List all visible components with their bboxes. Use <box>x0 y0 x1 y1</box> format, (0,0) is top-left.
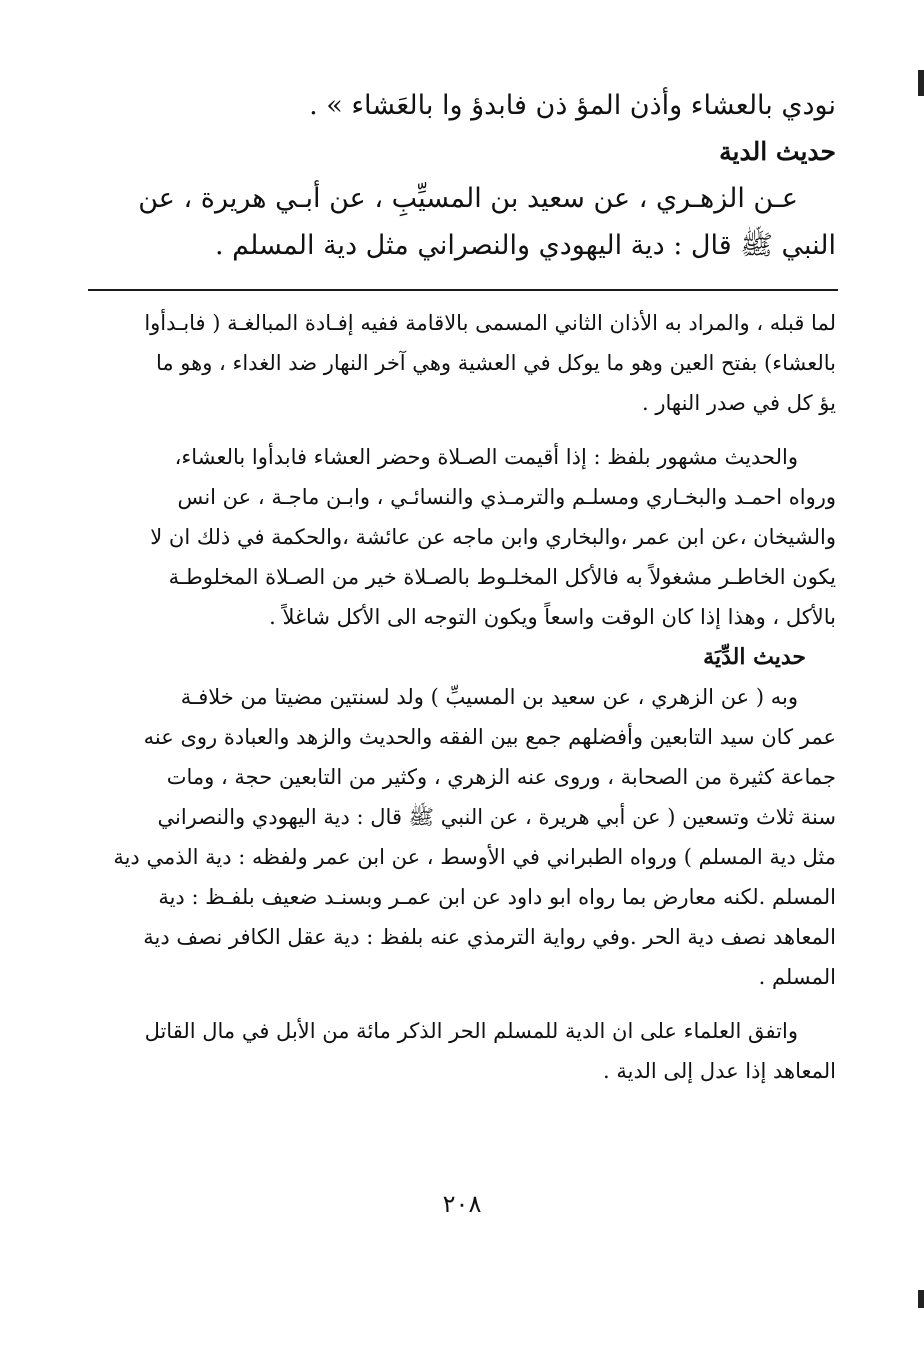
commentary-line: ورواه احمـد والبخـاري ومسلـم والترمـذي والنسائـي ، وابـن ماجـة ، عن انس <box>177 485 836 509</box>
commentary-line: المعاهد إذا عدل إلى الدية . <box>603 1059 836 1083</box>
main-text <box>90 82 836 269</box>
commentary-line: وبه ( عن الزهري ، عن سعيد بن المسيبِّ ) ولد لسنتين مضيتا من خلافـة <box>180 685 798 709</box>
main-line: نودي بالعشاء وأذن المؤ ذن فابدؤ وا بالعَشاء » . <box>309 90 836 121</box>
commentary-line: يكون الخاطـر مشغولاً به فالأكل المخلـوط بالصـلاة خير من الصـلاة المخلوطـة <box>168 565 836 589</box>
commentary-line: يؤ كل في صدر النهار . <box>642 391 836 415</box>
commentary-line: بالأكل ، وهذا إذا كان الوقت واسعاً ويكون التوجه الى الأكل شاغلاً . <box>269 605 836 629</box>
scan-edge-mark <box>918 1290 924 1308</box>
commentary-line: المعاهد نصف دية الحر .وفي رواية الترمذي عنه بلفظ : دية عقل الكافر نصف دية <box>143 925 836 949</box>
commentary <box>90 303 836 1091</box>
commentary-line: لما قبله ، والمراد به الأذان الثاني المسمى بالاقامة ففيه إفـادة المبالغـة ( فابـدأوا <box>144 311 836 335</box>
section-heading: حديث الدية <box>719 137 836 166</box>
main-line: النبي ﷺ قال : دية اليهودي والنصراني مثل دية المسلم . <box>215 230 836 261</box>
commentary-line: بالعشاء) بفتح العين وهو ما يوكل في العشية وهي آخر النهار ضد الغداء ، وهو ما <box>155 351 836 375</box>
main-line: عـن الزهـري ، عن سعيد بن المسيِّبِ ، عن أبـي هريرة ، عن <box>138 183 798 214</box>
paragraph-gap <box>90 423 836 437</box>
commentary-line: واتفق العلماء على ان الدية للمسلم الحر الذكر مائة من الأبل في مال القاتل <box>144 1019 798 1043</box>
page-number: ٢٠٨ <box>442 1190 482 1218</box>
paragraph-gap <box>90 997 836 1011</box>
commentary-line: مثل دية المسلم ) ورواه الطبراني في الأوسط ، عن ابن عمر ولفظه : دية الذمي دية <box>113 845 836 869</box>
commentary-line: والشيخان ،عن ابن عمر ،والبخاري وابن ماجه عن عائشة ،والحكمة في ذلك ان لا <box>150 525 836 549</box>
commentary-line: والحديث مشهور بلفظ : إذا أقيمت الصـلاة وحضر العشاء فابدأوا بالعشاء، <box>174 445 798 469</box>
scan-edge-mark <box>918 70 924 96</box>
commentary-heading: حديث الدِّيَة <box>703 644 806 670</box>
commentary-line: جماعة كثيرة من الصحابة ، وروى عنه الزهري ، وكثير من التابعين حجة ، ومات <box>166 765 836 789</box>
commentary-line: عمر كان سيد التابعين وأفضلهم جمع بين الفقه والحديث والزهد والعبادة روى عنه <box>143 725 836 749</box>
commentary-line: المسلم .لكنه معارض بما رواه ابو داود عن ابن عمـر وبسنـد ضعيف بلفـظ : دية <box>158 885 836 909</box>
commentary-line: سنة ثلاث وتسعين ( عن أبي هريرة ، عن النبي ﷺ قال : دية اليهودي والنصراني <box>157 805 836 829</box>
commentary-line: المسلم . <box>758 965 836 989</box>
footnote-divider <box>88 289 838 291</box>
